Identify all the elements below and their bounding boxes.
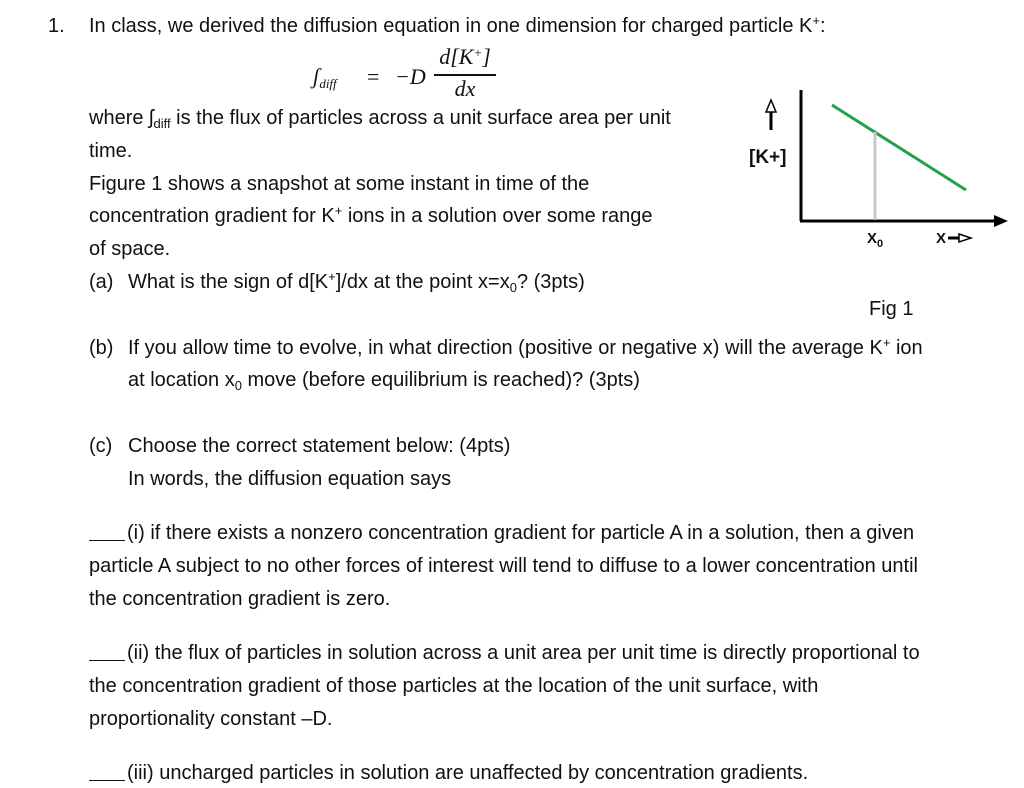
part-b-subscript: 0 <box>234 378 242 393</box>
x0-label <box>867 230 883 248</box>
intro-text: In class, we derived the diffusion equation in one dimension for charged particle K <box>89 15 813 37</box>
x0-label-subscript: 0 <box>877 238 884 250</box>
x0-label-text: X <box>867 230 878 247</box>
x-label-arrow-head <box>959 234 971 242</box>
option-i-answer-blank[interactable] <box>89 522 125 541</box>
y-axis-arrow-head <box>766 100 776 112</box>
part-a-text-1: What is the sign of d[K <box>128 271 329 293</box>
intro-ion-charge: + <box>812 13 820 28</box>
fig-desc-line-2 <box>89 204 652 228</box>
flux-symbol: ʃ <box>313 64 320 89</box>
x-axis-label: X <box>936 230 947 247</box>
part-b-label: (b) <box>89 337 114 359</box>
where-line <box>89 106 671 130</box>
option-iii-answer-blank[interactable] <box>89 762 125 781</box>
option-ii-line-1 <box>89 641 920 665</box>
x-axis-arrow-head <box>994 215 1008 227</box>
figure-caption: Fig 1 <box>869 298 914 320</box>
y-axis-label: [K+] <box>749 147 787 168</box>
question-intro <box>89 14 826 38</box>
option-ii-line-2: the concentration gradient of those particles at the location of the unit surface, with <box>89 675 819 697</box>
fig-desc-line-3: of space. <box>89 238 171 260</box>
numerator-text: d[K <box>439 44 474 69</box>
intro-colon: : <box>820 15 826 37</box>
part-c-label: (c) <box>89 435 113 457</box>
part-a-charge: + <box>328 269 336 284</box>
option-iii-text-1: (iii) uncharged particles in solution are unaffected by concentration gradients. <box>127 762 809 784</box>
part-b-text-1: If you allow time to evolve, in what direction (positive or negative x) will the average K <box>128 337 883 359</box>
part-a-text <box>128 270 585 294</box>
part-b-line-1 <box>128 336 923 360</box>
fig-desc-charge: + <box>334 203 343 218</box>
option-iii-line-1 <box>89 761 808 785</box>
option-ii-answer-blank[interactable] <box>89 642 125 661</box>
where-text: is the flux of particles across a unit surface area per unit <box>170 107 671 129</box>
part-b-text-4: move (before equilibrium is reached)? (3pts) <box>241 369 640 391</box>
where-flux-subscript: diff <box>153 116 171 131</box>
equation-lhs <box>313 64 337 90</box>
figure-1 <box>744 86 1024 256</box>
equation-equals: = <box>367 64 380 89</box>
question-number: 1. <box>48 15 65 37</box>
part-c-line-1: Choose the correct statement below: (4pts) <box>128 435 511 457</box>
option-ii-text-1: (ii) the flux of particles in solution across a unit area per unit time is directly proportional to <box>127 642 920 664</box>
part-b-text-2: ion <box>890 337 923 359</box>
equation-denominator: dx <box>454 76 476 101</box>
option-ii-line-3: proportionality constant –D. <box>89 708 333 730</box>
part-b-charge: + <box>882 335 891 350</box>
where-line-end: time. <box>89 140 133 162</box>
part-a-text-2: ]/dx at the point x=x <box>335 271 510 293</box>
flux-subscript: diff <box>319 76 337 91</box>
numerator-close: ] <box>482 44 491 69</box>
option-i-line-3: the concentration gradient is zero. <box>89 588 391 610</box>
part-b-text-3: at location x <box>128 369 235 391</box>
numerator-charge: + <box>473 45 483 60</box>
fig-desc-text: concentration gradient for K <box>89 205 335 227</box>
figure-1-plot <box>744 86 1024 256</box>
where-word: where <box>89 107 150 129</box>
fig-desc-line-1: Figure 1 shows a snapshot at some instant in time of the <box>89 173 590 195</box>
fig-desc-text-end: ions in a solution over some range <box>342 205 653 227</box>
option-i-line-2: particle A subject to no other forces of interest will tend to diffuse to a lower concentration until <box>89 555 918 577</box>
part-a-label: (a) <box>89 271 114 293</box>
part-b-line-2 <box>128 368 640 392</box>
concentration-line <box>832 105 966 190</box>
equation-numerator <box>432 44 498 70</box>
part-a-subscript: 0 <box>509 280 517 295</box>
part-c-line-2: In words, the diffusion equation says <box>128 468 452 490</box>
where-flux-symbol: ʃ <box>149 107 154 129</box>
option-i-line-1 <box>89 521 914 545</box>
part-a-text-3: ? (3pts) <box>516 271 585 293</box>
equation-neg-d: −D <box>395 64 426 89</box>
option-i-text-1: (i) if there exists a nonzero concentration gradient for particle A in a solution, then a given <box>127 522 915 544</box>
